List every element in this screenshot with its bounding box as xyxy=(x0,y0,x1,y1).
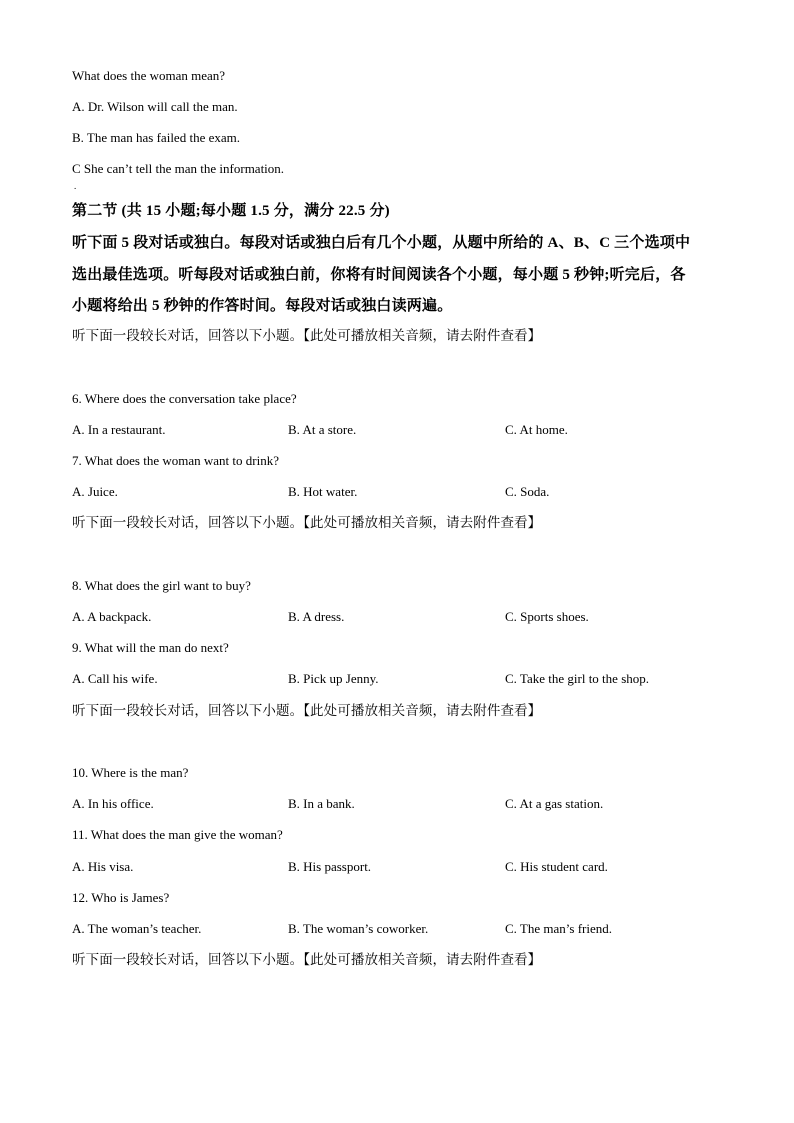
option-c: C. The man’s friend. xyxy=(505,921,612,936)
question-12: 12. Who is James? xyxy=(72,890,170,905)
instruction-line-2: 选出最佳选项。听每段对话或独白前，你将有时间阅读各个小题，每小题 5 秒钟;听完后，各 xyxy=(72,267,686,283)
question-6: 6. Where does the conversation take place? xyxy=(72,391,297,406)
options-9 xyxy=(72,671,732,687)
option-a: A. The woman’s teacher. xyxy=(72,921,202,936)
prev-option-a: A. Dr. Wilson will call the man. xyxy=(72,99,238,114)
option-b: B. His passport. xyxy=(288,859,372,874)
prev-option-c: C She can’t tell the man the information. xyxy=(72,161,285,176)
section-heading: 第二节 (共 15 小题;每小题 1.5 分，满分 22.5 分) xyxy=(72,203,390,219)
prev-question: What does the woman mean? xyxy=(72,68,226,83)
question-8: 8. What does the girl want to buy? xyxy=(72,578,251,593)
option-b: B. In a bank. xyxy=(288,796,355,811)
option-c: C. Sports shoes. xyxy=(505,609,589,624)
option-b: B. Pick up Jenny. xyxy=(288,671,379,686)
question-9: 9. What will the man do next? xyxy=(72,640,229,655)
option-b: B. A dress. xyxy=(288,609,345,624)
question-7: 7. What does the woman want to drink? xyxy=(72,453,279,468)
audio-note-4: 听下面一段较长对话，回答以下小题。【此处可播放相关音频，请去附件查看】 xyxy=(72,952,542,967)
option-c: C. At a gas station. xyxy=(505,796,604,811)
option-c: C. Soda. xyxy=(505,484,550,499)
options-12 xyxy=(72,921,732,937)
prev-option-b: B. The man has failed the exam. xyxy=(72,130,240,145)
option-a: A. Juice. xyxy=(72,484,118,499)
option-a: A. His visa. xyxy=(72,859,134,874)
option-c: C. His student card. xyxy=(505,859,608,874)
instruction-line-1: 听下面 5 段对话或独白。每段对话或独白后有几个小题，从题中所给的 A、B、C 三个选项中 xyxy=(72,235,691,251)
question-11: 11. What does the man give the woman? xyxy=(72,827,283,842)
option-c: C. At home. xyxy=(505,422,568,437)
options-6 xyxy=(72,422,732,438)
audio-note-1: 听下面一段较长对话，回答以下小题。【此处可播放相关音频，请去附件查看】 xyxy=(72,328,542,343)
options-7 xyxy=(72,484,732,500)
stray-mark: . xyxy=(74,181,77,191)
option-b: B. Hot water. xyxy=(288,484,358,499)
option-a: A. In a restaurant. xyxy=(72,422,166,437)
option-b: B. At a store. xyxy=(288,422,357,437)
audio-note-2: 听下面一段较长对话，回答以下小题。【此处可播放相关音频，请去附件查看】 xyxy=(72,515,542,530)
option-a: A. Call his wife. xyxy=(72,671,158,686)
option-c: C. Take the girl to the shop. xyxy=(505,671,649,686)
option-a: A. A backpack. xyxy=(72,609,152,624)
options-10 xyxy=(72,796,732,812)
option-b: B. The woman’s coworker. xyxy=(288,921,429,936)
options-11 xyxy=(72,859,732,875)
instruction-line-3: 小题将给出 5 秒钟的作答时间。每段对话或独白读两遍。 xyxy=(72,298,453,314)
question-10: 10. Where is the man? xyxy=(72,765,189,780)
option-a: A. In his office. xyxy=(72,796,154,811)
audio-note-3: 听下面一段较长对话，回答以下小题。【此处可播放相关音频，请去附件查看】 xyxy=(72,703,542,718)
options-8 xyxy=(72,609,732,625)
